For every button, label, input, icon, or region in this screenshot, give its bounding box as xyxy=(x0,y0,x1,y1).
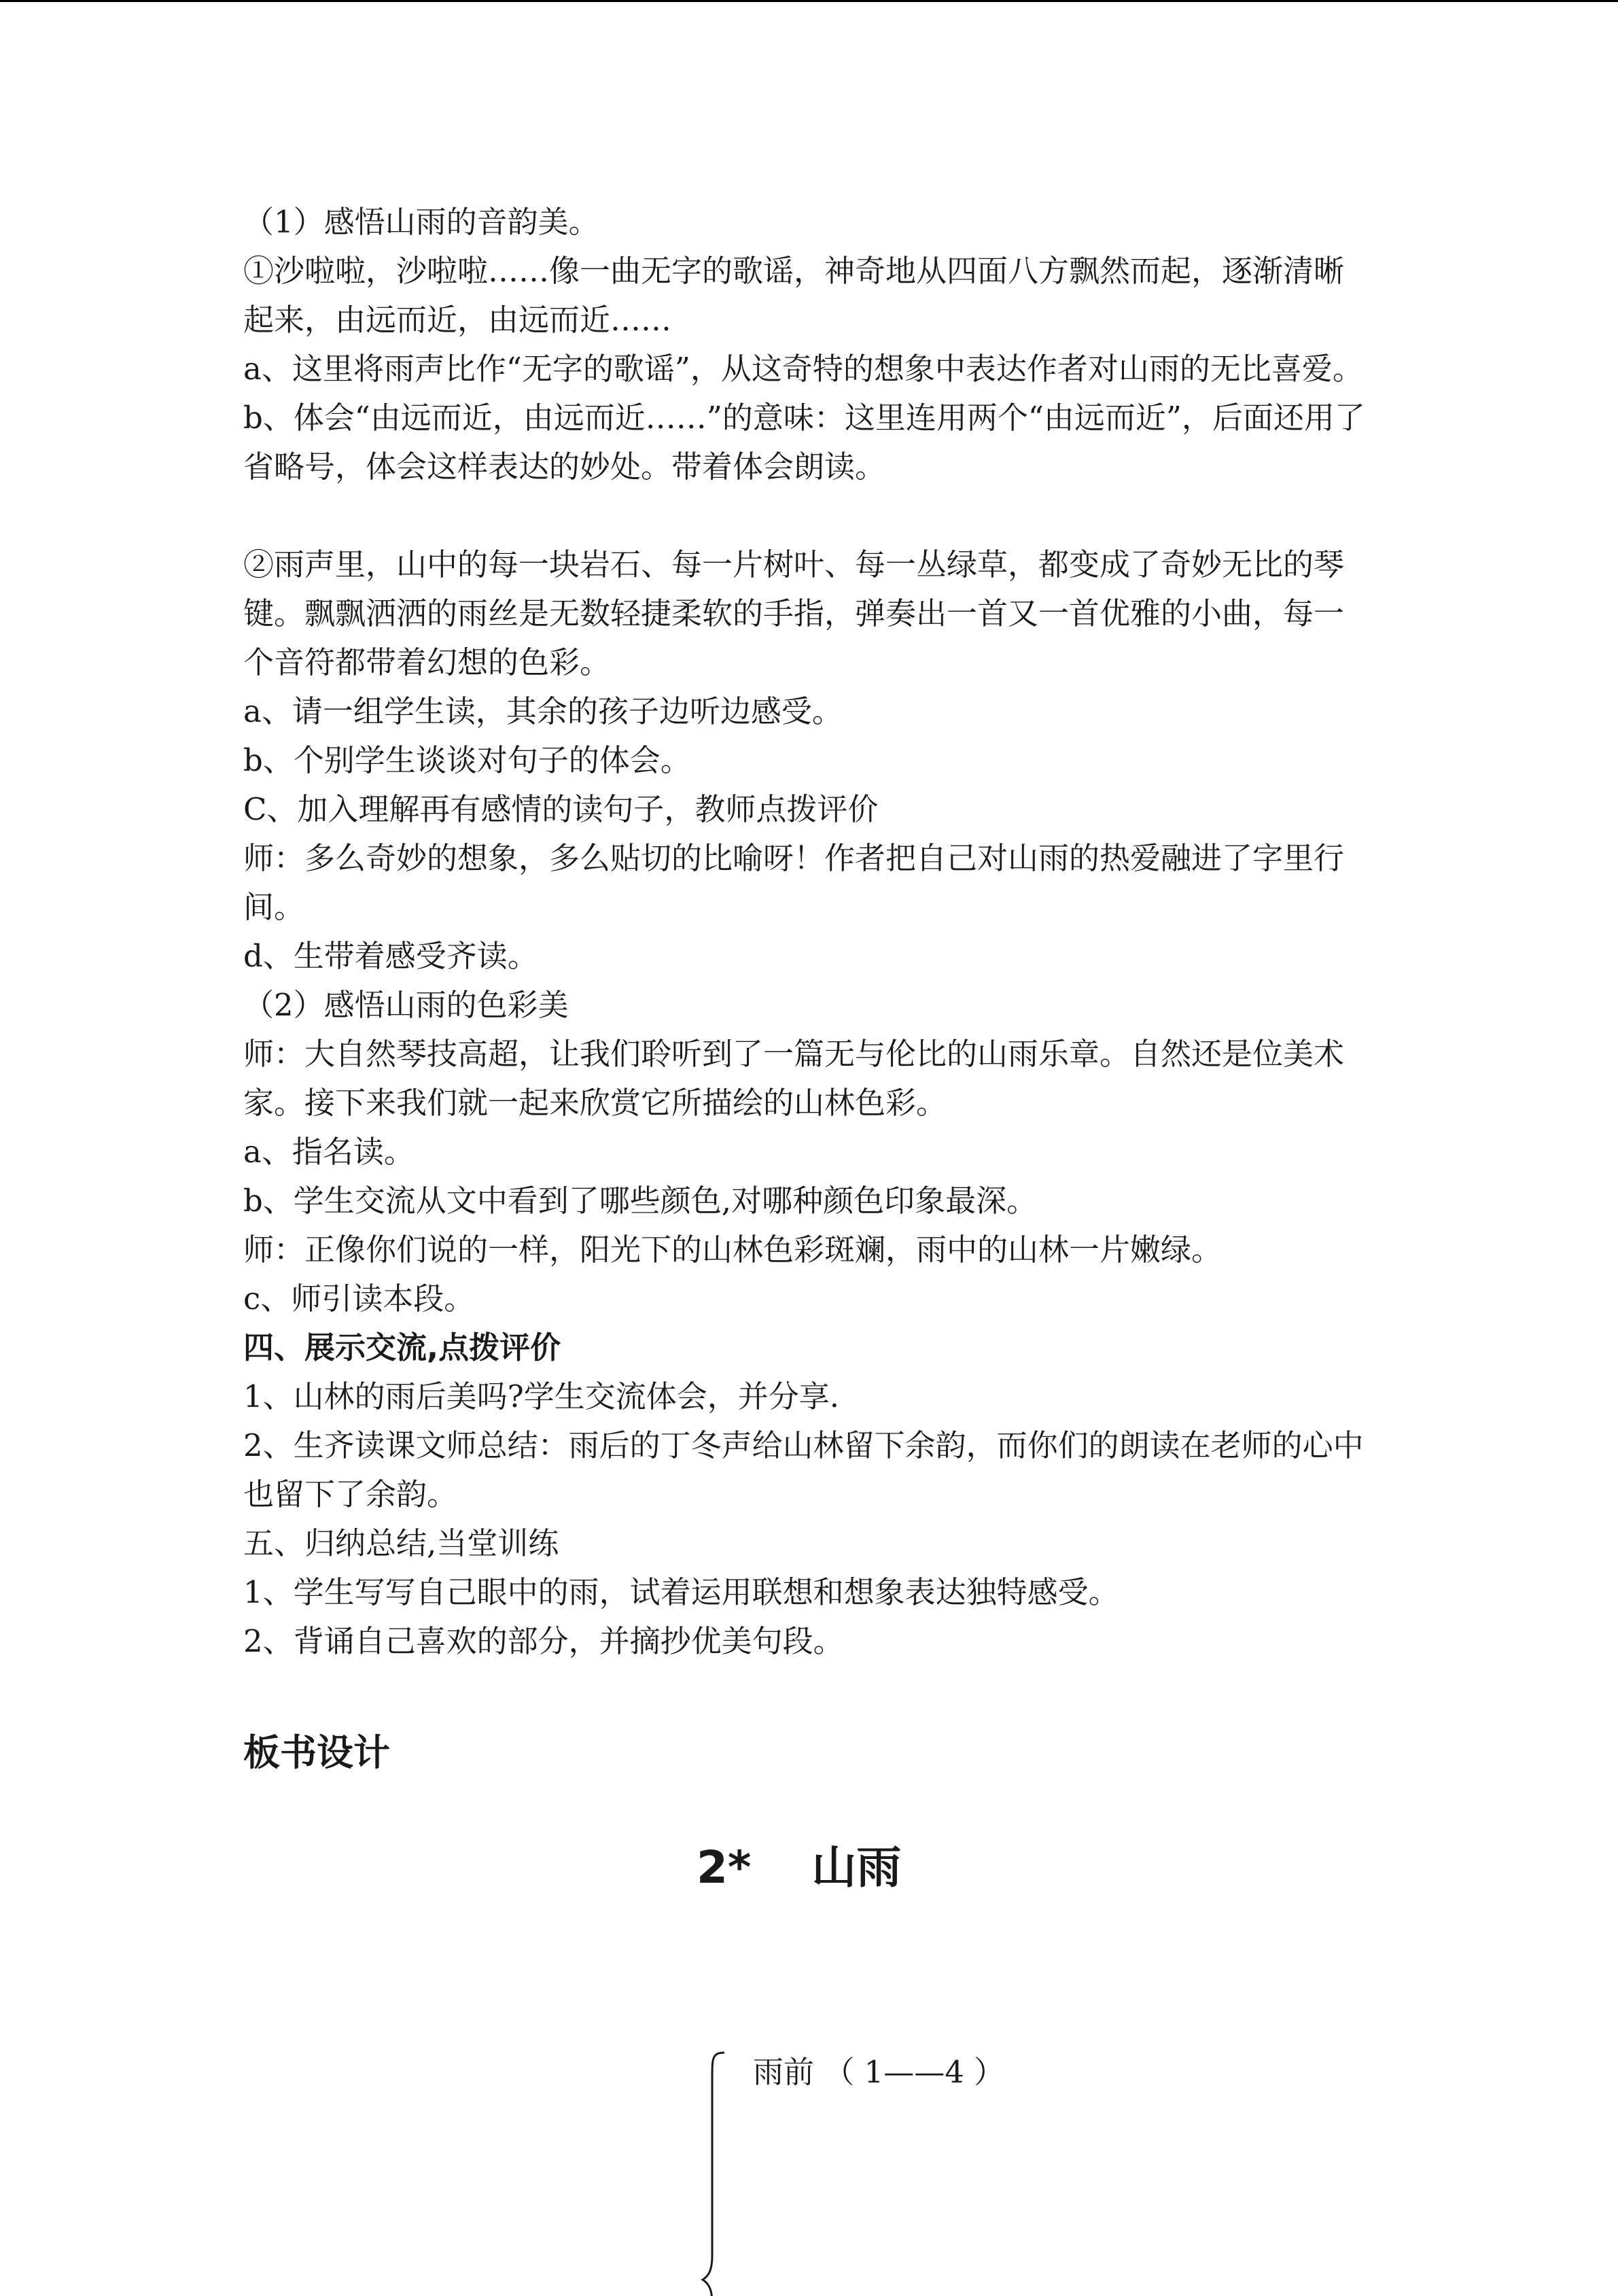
analysis-item-b: b、体会“由远而近，由远而近……”的意味：这里连用两个“由远而近”，后面还用了省略号，体会这样表达的妙处。带着体会朗读。 xyxy=(243,400,1365,485)
activity-item-b: b、个别学生谈谈对句子的体会。 xyxy=(243,742,691,778)
curly-brace-icon xyxy=(700,2051,727,2296)
board-item-before-rain: 雨前 （ 1——4 ） xyxy=(753,2054,1005,2090)
analysis-item-a: a、这里将雨声比作“无字的歌谣”，从这奇特的想象中表达作者对山雨的无比喜爱。 xyxy=(243,351,1363,387)
exchange-item-1: 1、山林的雨后美吗?学生交流体会，并分享. xyxy=(243,1378,840,1414)
practice-item-2: 2、背诵自己喜欢的部分，并摘抄优美句段。 xyxy=(243,1623,844,1659)
board-design-heading: 板书设计 xyxy=(243,1731,390,1774)
section-heading-sound: （1）感悟山雨的音韵美。 xyxy=(243,204,599,240)
color-item-b: b、学生交流从文中看到了哪些颜色,对哪种颜色印象最深。 xyxy=(243,1183,1038,1219)
color-item-a: a、指名读。 xyxy=(243,1134,415,1170)
quoted-sentence-1: ①沙啦啦，沙啦啦……像一曲无字的歌谣，神奇地从四面八方飘然而起，逐渐清晰起来，由远而近，由远而近…… xyxy=(243,253,1345,338)
activity-item-c: C、加入理解再有感情的读句子，教师点拨评价 xyxy=(243,791,879,827)
lesson-body xyxy=(243,198,1371,1666)
teacher-comment-1: 师：多么奇妙的想象，多么贴切的比喻呀！作者把自己对山雨的热爱融进了字里行间。 xyxy=(243,840,1345,925)
activity-item-d: d、生带着感受齐读。 xyxy=(243,938,538,974)
section-heading-five: 五、归纳总结,当堂训练 xyxy=(243,1525,559,1561)
board-title: 2* 山雨 xyxy=(697,1841,902,1894)
quoted-sentence-2: ②雨声里，山中的每一块岩石、每一片树叶、每一丛绿草，都变成了奇妙无比的琴键。飘飘洒洒的雨丝是无数轻捷柔软的手指，弹奏出一首又一首优雅的小曲，每一个音符都带着幻想的色彩。 xyxy=(243,546,1345,680)
activity-item-a: a、请一组学生读，其余的孩子边听边感受。 xyxy=(243,693,843,729)
color-item-c: c、师引读本段。 xyxy=(243,1281,475,1317)
exchange-item-2: 2、生齐读课文师总结：雨后的丁冬声给山林留下余韵，而你们的朗读在老师的心中也留下了余韵。 xyxy=(243,1427,1364,1512)
section-heading-color: （2）感悟山雨的色彩美 xyxy=(243,987,569,1023)
teacher-comment-3: 师：正像你们说的一样，阳光下的山林色彩斑斓，雨中的山林一片嫩绿。 xyxy=(243,1232,1223,1268)
practice-item-1: 1、学生写写自己眼中的雨，试着运用联想和想象表达独特感受。 xyxy=(243,1574,1119,1610)
teacher-comment-2: 师：大自然琴技高超，让我们聆听到了一篇无与伦比的山雨乐章。自然还是位美术家。接下来我们就一起来欣赏它所描绘的山林色彩。 xyxy=(243,1036,1345,1121)
section-heading-four: 四、展示交流,点拨评价 xyxy=(243,1329,561,1366)
